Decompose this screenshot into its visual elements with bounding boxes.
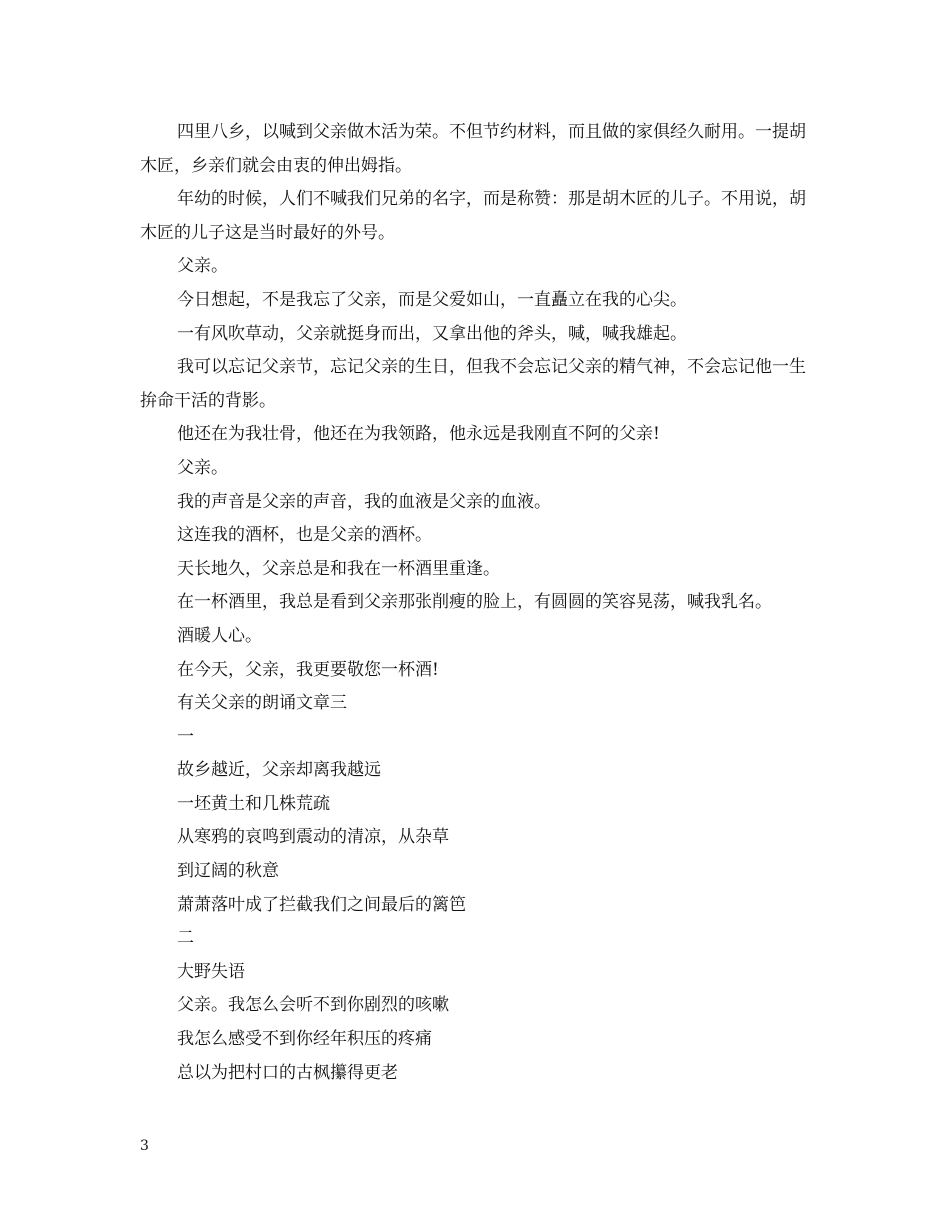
poem-line: 大野失语 <box>177 961 245 982</box>
paragraph: 在一杯酒里，我总是看到父亲那张削瘦的脸上，有圆圆的笑容晃荡，喊我乳名。 <box>177 592 772 613</box>
poem-line: 总以为把村口的古枫攥得更老 <box>177 1062 398 1083</box>
poem-line: 父亲。我怎么会听不到你剧烈的咳嗽 <box>177 995 449 1016</box>
paragraph: 年幼的时候，人们不喊我们兄弟的名字，而是称赞：那是胡木匠的儿子。不用说，胡木匠的儿子这是当时最好的外号。 <box>140 189 806 243</box>
poem-line: 从寒鸦的哀鸣到震动的清凉，从杂草 <box>177 827 449 848</box>
poem-line: 一坯黄土和几株荒疏 <box>177 793 330 814</box>
section-heading: 有关父亲的朗诵文章三 <box>177 693 347 714</box>
paragraph: 今日想起，不是我忘了父亲，而是父爱如山，一直矗立在我的心尖。 <box>177 289 687 310</box>
paragraph: 父亲。 <box>177 256 228 277</box>
page-number: 3 <box>140 1138 149 1154</box>
paragraph: 酒暖人心。 <box>177 625 262 646</box>
paragraph: 这连我的酒杯，也是父亲的酒杯。 <box>177 525 432 546</box>
paragraph: 一有风吹草动，父亲就挺身而出，又拿出他的斧头，喊，喊我雄起。 <box>177 323 687 344</box>
poem-section-number: 一 <box>177 726 194 747</box>
document-body <box>140 116 820 1090</box>
paragraph: 父亲。 <box>177 457 228 478</box>
paragraph: 我的声音是父亲的声音，我的血液是父亲的血液。 <box>177 491 551 512</box>
paragraph: 天长地久，父亲总是和我在一杯酒里重逢。 <box>177 558 500 579</box>
paragraph: 我可以忘记父亲节，忘记父亲的生日，但我不会忘记父亲的精气神，不会忘记他一生拚命干活的背影。 <box>140 357 806 411</box>
poem-line: 我怎么感受不到你经年积压的疼痛 <box>177 1029 432 1050</box>
paragraph: 四里八乡，以喊到父亲做木活为荣。不但节约材料，而且做的家俱经久耐用。一提胡木匠，乡亲们就会由衷的伸出姆指。 <box>140 122 806 176</box>
poem-line: 萧萧落叶成了拦截我们之间最后的篱笆 <box>177 894 466 915</box>
poem-line: 故乡越近，父亲却离我越远 <box>177 760 381 781</box>
poem-line: 到辽阔的秋意 <box>177 861 279 882</box>
poem-section-number: 二 <box>177 928 194 949</box>
paragraph: 他还在为我壮骨，他还在为我领路，他永远是我刚直不阿的父亲! <box>177 424 660 445</box>
paragraph: 在今天，父亲，我更要敬您一杯酒! <box>177 659 439 680</box>
